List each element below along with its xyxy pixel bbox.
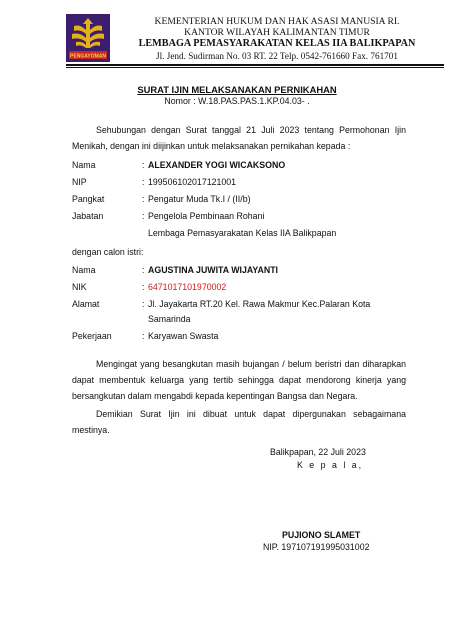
employee-name-label: Nama — [72, 160, 96, 170]
letterhead-address: Jl. Jend. Sudirman No. 03 RT. 22 Telp. 0542-761660 Fax. 761701 — [156, 51, 398, 61]
employee-nip-label: NIP — [72, 177, 87, 187]
intro-paragraph: Sehubungan dengan Surat tanggal 21 Juli 2023 tentang Permohonan Ijin Menikah, dengan ini diijinkan untuk melaksanakan pernikahan kepada : — [72, 125, 406, 151]
signature-role: K e p a l a, — [297, 460, 364, 470]
document-title: SURAT IJIN MELAKSANAKAN PERNIKAHAN — [137, 84, 337, 95]
signatory-nip: NIP. 197107191995031002 — [263, 542, 370, 552]
bride-name-label: Nama — [72, 265, 96, 275]
separator: : — [142, 194, 145, 204]
employee-rank-value: Pengatur Muda Tk.I / (II/b) — [148, 194, 251, 204]
employee-position-value: Pengelola Pembinaan Rohani — [148, 211, 265, 221]
logo-caption: PENGAYOMAN — [70, 53, 106, 60]
letterhead-divider — [66, 64, 444, 66]
employee-position-label: Jabatan — [72, 211, 104, 221]
letterhead-divider-thin — [66, 67, 444, 68]
reason-paragraph: Mengingat yang besangkutan masih bujangan / belum beristri dan diharapkan dapat membentuk keluarga yang tertib sehingga dapat mendorong kinerja yang bersangkutan dalam mengabdi kepada kepentingan Bangsa dan Negara. — [72, 359, 406, 401]
employee-name-value: ALEXANDER YOGI WICAKSONO — [148, 160, 286, 170]
bride-address-label: Alamat — [72, 299, 100, 309]
bride-intro: dengan calon istri: — [72, 247, 144, 257]
closing-paragraph: Demikian Surat Ijin ini dibuat untuk dapat dipergunakan sebagaimana mestinya. — [72, 409, 406, 435]
employee-nip-value: 199506102017121001 — [148, 177, 237, 187]
employee-position-unit: Lembaga Pemasyarakatan Kelas IIA Balikpapan — [148, 228, 337, 238]
bride-address-city: Samarinda — [148, 314, 191, 324]
bride-name-value: AGUSTINA JUWITA WIJAYANTI — [148, 265, 279, 275]
separator: : — [142, 282, 145, 292]
bride-address-value: Jl. Jayakarta RT.20 Kel. Rawa Makmur Kec.Palaran Kota — [148, 299, 371, 309]
pengayoman-logo — [66, 14, 110, 62]
separator: : — [142, 211, 145, 221]
separator: : — [142, 331, 145, 341]
separator: : — [142, 160, 145, 170]
signatory-name: PUJIONO SLAMET — [282, 530, 361, 540]
separator: : — [142, 299, 145, 309]
separator: : — [142, 265, 145, 275]
signature-place-date: Balikpapan, 22 Juli 2023 — [270, 447, 366, 457]
bride-job-value: Karyawan Swasta — [148, 331, 219, 341]
employee-rank-label: Pangkat — [72, 194, 105, 204]
bride-nik-label: NIK — [72, 282, 87, 292]
document-number: Nomor : W.18.PAS.PAS.1.KP.04.03- . — [164, 96, 310, 106]
bride-job-label: Pekerjaan — [72, 331, 112, 341]
letterhead-institution: LEMBAGA PEMASYARAKATAN KELAS IIA BALIKPAPAN — [138, 38, 416, 49]
separator: : — [142, 177, 145, 187]
bride-nik-value: 6471017101970002 — [148, 282, 227, 292]
letterhead-ministry: KEMENTERIAN HUKUM DAN HAK ASASI MANUSIA RI. — [154, 16, 400, 27]
letterhead-regional-office: KANTOR WILAYAH KALIMANTAN TIMUR — [184, 27, 370, 38]
